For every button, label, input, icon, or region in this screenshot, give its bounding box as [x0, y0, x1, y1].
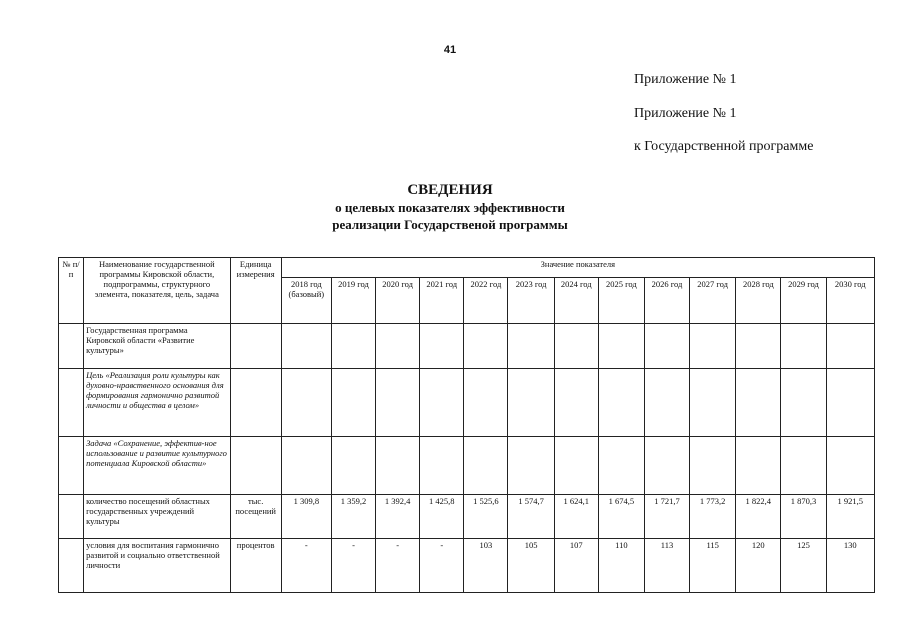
- row-value-cell: 1 773,2: [690, 495, 736, 539]
- table-row: [59, 369, 875, 437]
- row-value-cell: [826, 324, 874, 369]
- page-number: 41: [443, 44, 457, 56]
- row-value-cell: -: [331, 539, 375, 593]
- row-value-cell: [644, 437, 689, 495]
- row-value-cell: [420, 369, 464, 437]
- row-num-cell: [59, 437, 84, 495]
- row-value-cell: [644, 324, 689, 369]
- row-value-cell: [281, 369, 331, 437]
- annex-line-3: к Государственной программе: [634, 139, 814, 154]
- row-value-cell: [420, 324, 464, 369]
- row-name-cell: условия для воспитания гармонично развитой и социально ответственной личности: [84, 539, 231, 593]
- row-value-cell: 1 721,7: [644, 495, 689, 539]
- header-year: 2024 год: [554, 278, 598, 324]
- row-value-cell: 1 921,5: [826, 495, 874, 539]
- row-value-cell: 130: [826, 539, 874, 593]
- row-value-cell: 1 425,8: [420, 495, 464, 539]
- header-year: 2018 год (базовый): [281, 278, 331, 324]
- header-year: 2029 год: [781, 278, 826, 324]
- header-year: 2021 год: [420, 278, 464, 324]
- title-line-3: реализации Государственой программы: [332, 217, 568, 232]
- row-num-cell: [59, 369, 84, 437]
- row-value-cell: [598, 369, 644, 437]
- row-value-cell: [781, 369, 826, 437]
- header-value-group: Значение показателя: [281, 258, 874, 278]
- row-value-cell: 113: [644, 539, 689, 593]
- row-value-cell: [464, 369, 508, 437]
- row-value-cell: [690, 369, 736, 437]
- table-row: [59, 539, 875, 593]
- row-value-cell: [376, 369, 420, 437]
- header-year: 2023 год: [508, 278, 554, 324]
- row-value-cell: [644, 369, 689, 437]
- row-num-cell: [59, 495, 84, 539]
- indicators-table: [58, 257, 875, 593]
- row-value-cell: 107: [554, 539, 598, 593]
- header-year: 2030 год: [826, 278, 874, 324]
- row-value-cell: [736, 369, 781, 437]
- row-value-cell: [508, 437, 554, 495]
- title-main: СВЕДЕНИЯ: [407, 182, 493, 198]
- row-value-cell: [554, 369, 598, 437]
- row-num-cell: [59, 324, 84, 369]
- row-name-cell: количество посещений областных государственных учреждений культуры: [84, 495, 231, 539]
- row-value-cell: [690, 324, 736, 369]
- row-unit-cell: тыс. посещений: [230, 495, 281, 539]
- row-value-cell: [826, 369, 874, 437]
- row-value-cell: 1 574,7: [508, 495, 554, 539]
- table-row: [59, 324, 875, 369]
- table-row: [59, 437, 875, 495]
- row-name-cell: Цель «Реализация роли культуры как духовно-нравственного основания для формирования гармонично развитой личности и общества в целом»: [84, 369, 231, 437]
- row-unit-cell: [230, 437, 281, 495]
- header-row-1: [59, 258, 875, 278]
- header-year: 2020 год: [376, 278, 420, 324]
- row-value-cell: 125: [781, 539, 826, 593]
- header-num: № п/п: [59, 258, 84, 324]
- row-value-cell: [281, 437, 331, 495]
- row-value-cell: 120: [736, 539, 781, 593]
- row-value-cell: [554, 437, 598, 495]
- row-value-cell: [420, 437, 464, 495]
- row-value-cell: [508, 369, 554, 437]
- row-value-cell: -: [420, 539, 464, 593]
- row-value-cell: [736, 324, 781, 369]
- header-unit: Единица измерения: [230, 258, 281, 324]
- header-year: 2025 год: [598, 278, 644, 324]
- row-value-cell: [464, 437, 508, 495]
- annex-line-1: Приложение № 1: [634, 72, 737, 87]
- title-line-2: о целевых показателях эффективности: [335, 200, 565, 215]
- row-value-cell: [826, 437, 874, 495]
- row-value-cell: [690, 437, 736, 495]
- row-value-cell: 103: [464, 539, 508, 593]
- row-value-cell: -: [376, 539, 420, 593]
- annex-line-2: Приложение № 1: [634, 106, 737, 121]
- row-name-cell: Государственная программа Кировской области «Развитие культуры»: [84, 324, 231, 369]
- row-value-cell: 1 359,2: [331, 495, 375, 539]
- row-value-cell: 105: [508, 539, 554, 593]
- row-value-cell: [331, 324, 375, 369]
- row-value-cell: [598, 324, 644, 369]
- row-value-cell: 1 525,6: [464, 495, 508, 539]
- row-value-cell: 1 674,5: [598, 495, 644, 539]
- row-value-cell: [554, 324, 598, 369]
- row-unit-cell: [230, 324, 281, 369]
- row-value-cell: 1 822,4: [736, 495, 781, 539]
- header-year: 2022 год: [464, 278, 508, 324]
- document-title: [0, 181, 900, 233]
- row-value-cell: 115: [690, 539, 736, 593]
- row-value-cell: [376, 437, 420, 495]
- row-name-cell: Задача «Сохранение, эффектив-ное использование и развитие культурного потенциала Кировской области»: [84, 437, 231, 495]
- row-value-cell: 1 392,4: [376, 495, 420, 539]
- row-value-cell: 1 309,8: [281, 495, 331, 539]
- row-value-cell: 1 624,1: [554, 495, 598, 539]
- row-value-cell: [281, 324, 331, 369]
- row-value-cell: [736, 437, 781, 495]
- header-name: Наименование государственной программы Кировской области, подпрограммы, структурного элемента, показателя, цель, задача: [84, 258, 231, 324]
- table-row: [59, 495, 875, 539]
- row-unit-cell: [230, 369, 281, 437]
- row-num-cell: [59, 539, 84, 593]
- row-value-cell: 1 870,3: [781, 495, 826, 539]
- row-value-cell: [508, 324, 554, 369]
- row-value-cell: [331, 437, 375, 495]
- row-value-cell: -: [281, 539, 331, 593]
- header-year: 2026 год: [644, 278, 689, 324]
- row-value-cell: 110: [598, 539, 644, 593]
- header-year: 2019 год: [331, 278, 375, 324]
- header-year: 2028 год: [736, 278, 781, 324]
- row-value-cell: [376, 324, 420, 369]
- row-value-cell: [598, 437, 644, 495]
- row-value-cell: [781, 324, 826, 369]
- row-value-cell: [331, 369, 375, 437]
- row-unit-cell: процентов: [230, 539, 281, 593]
- row-value-cell: [464, 324, 508, 369]
- row-value-cell: [781, 437, 826, 495]
- header-year: 2027 год: [690, 278, 736, 324]
